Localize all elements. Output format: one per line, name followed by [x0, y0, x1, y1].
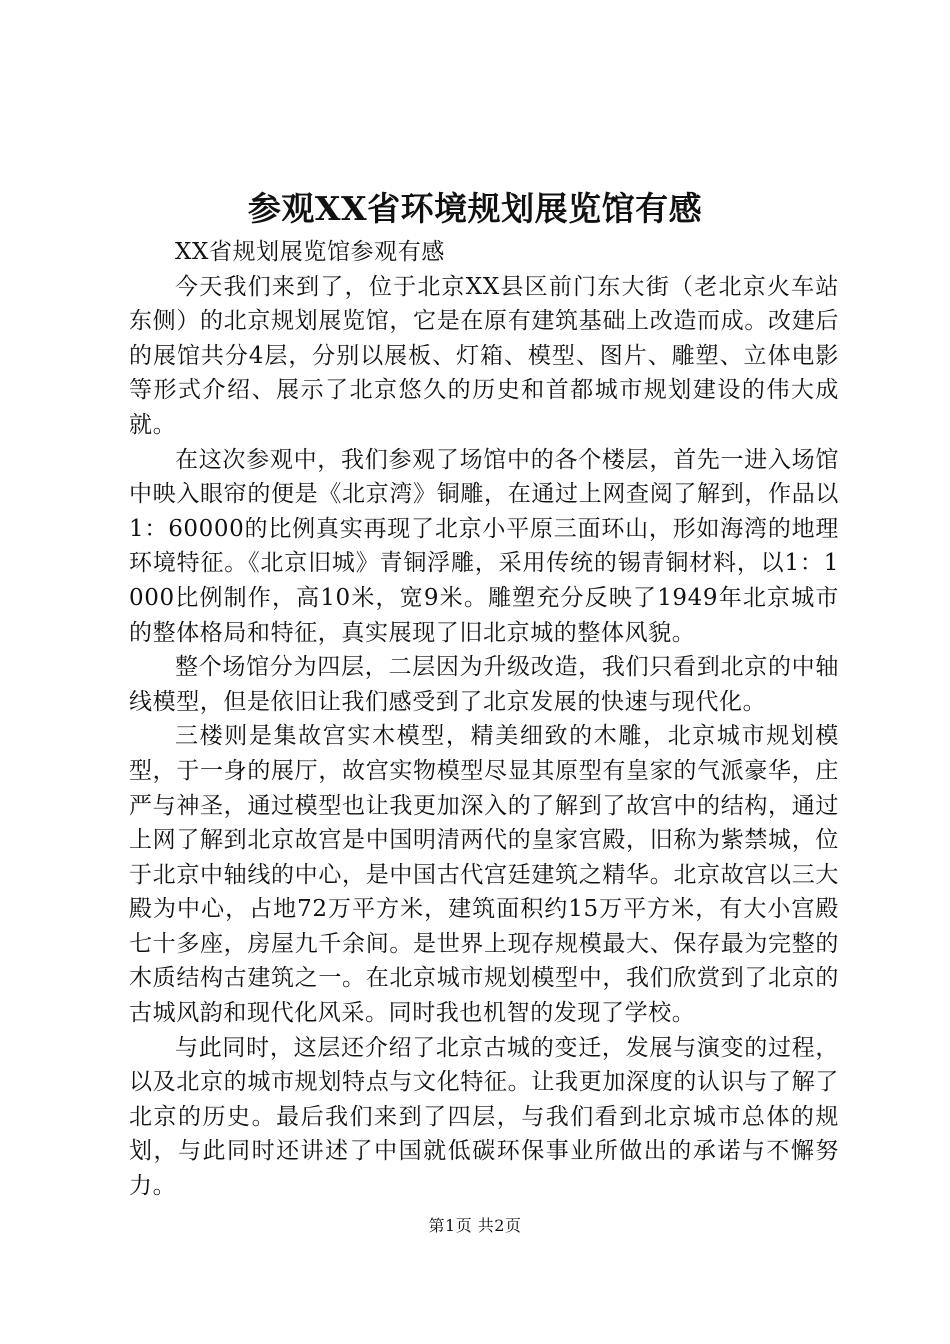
paragraph: 在这次参观中，我们参观了场馆中的各个楼层，首先一进入场馆中映入眼帘的便是《北京湾》铜雕，在通过上网查阅了解到，作品以1：60000的比例真实再现了北京小平原三面环山，形如海湾的地理环境特征。《北京旧城》青铜浮雕，采用传统的锡青铜材料，以1：1000比例制作，高10米，宽9米。雕塑充分反映了1949年北京城市的整体格局和特征，真实展现了旧北京城的整体风貌。: [129, 446, 839, 646]
paragraph: 三楼则是集故宫实木模型，精美细致的木雕，北京城市规划模型，于一身的展厅，故宫实物模型尽显其原型有皇家的气派豪华，庄严与神圣，通过模型也让我更加深入的了解到了故宫中的结构，通过上网了解到北京故宫是中国明清两代的皇家宫殿，旧称为紫禁城，位于北京中轴线的中心，是中国古代宫廷建筑之精华。北京故宫以三大殿为中心，占地72万平方米，建筑面积约15万平方米，有大小宫殿七十多座，房屋九千余间。是世界上现存规模最大、保存最为完整的木质结构古建筑之一。在北京城市规划模型中，我们欣赏到了北京的古城风韵和现代化风采。同时我也机智的发现了学校。: [129, 723, 839, 1027]
document-subtitle: XX省规划展览馆参观有感: [175, 239, 445, 265]
paragraph: 与此同时，这层还介绍了北京古城的变迁，发展与演变的过程，以及北京的城市规划特点与文化特征。让我更加深度的认识与了解了北京的历史。最后我们来到了四层，与我们看到北京城市总体的规划，与此同时还讲述了中国就低碳环保事业所做出的承诺与不懈努力。: [129, 1034, 839, 1200]
page-number-footer: 第1页 共2页: [428, 1216, 522, 1235]
paragraph: 今天我们来到了，位于北京XX县区前门东大街（老北京火车站东侧）的北京规划展览馆，它是在原有建筑基础上改造而成。改建后的展馆共分4层，分别以展板、灯箱、模型、图片、雕塑、立体电影等形式介绍、展示了北京悠久的历史和首都城市规划建设的伟大成就。: [129, 273, 839, 438]
document-title: 参观XX省环境规划展览馆有感: [247, 189, 703, 228]
paragraph: 整个场馆分为四层，二层因为升级改造，我们只看到北京的中轴线模型，但是依旧让我们感受到了北京发展的快速与现代化。: [129, 654, 839, 715]
document-body: [129, 235, 839, 1204]
